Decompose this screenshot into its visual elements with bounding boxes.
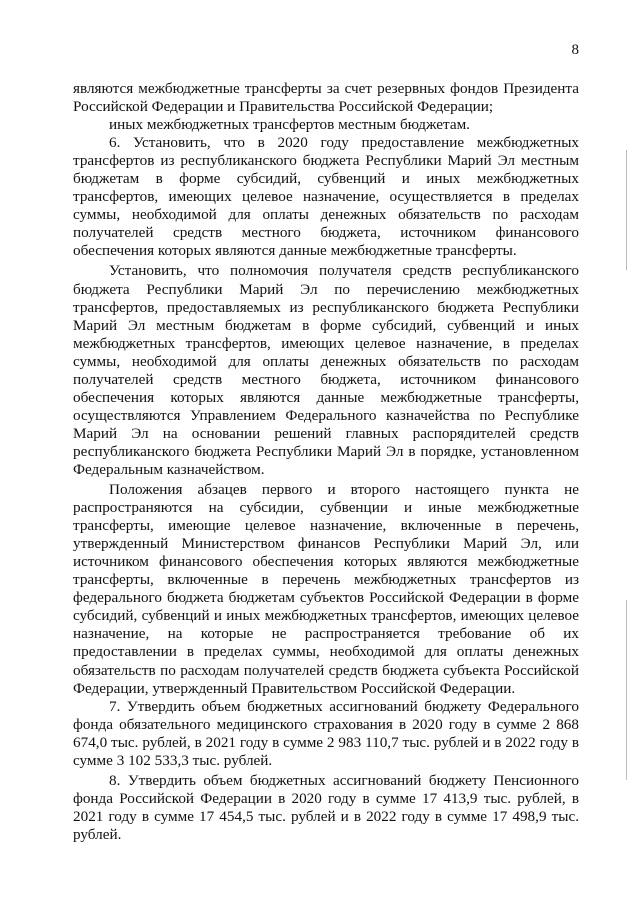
paragraph-1: являются межбюджетные трансферты за счет резервных фондов Президента Российской Федерации и Правительства Российской Федерации; (73, 80, 579, 116)
paragraph-3: 6. Установить, что в 2020 году предоставление межбюджетных трансфертов из республиканского бюджета Республики Марий Эл местным бюджетам в форме субсидий, субвенций и иных межбюджетных трансфертов, имеющих целевое назначение, осуществляется в пределах суммы, необходимой для оплаты денежных обязательств по расходам получателей средств местного бюджета, источником финансового обеспечения которых являются данные межбюджетные трансферты. (73, 134, 579, 260)
scan-edge-line (626, 150, 627, 270)
paragraph-6: 7. Утвердить объем бюджетных ассигнований бюджету Федерального фонда обязательного медицинского страхования в 2020 году в сумме 2 868 674,0 тыс. рублей, в 2021 году в сумме 2 983 110,7 тыс. рублей и в 2022 году в сумме 3 102 533,3 тыс. рублей. (73, 697, 579, 769)
page-number: 8 (571, 42, 579, 58)
scan-edge-line (626, 600, 627, 780)
paragraph-7: 8. Утвердить объем бюджетных ассигнований бюджету Пенсионного фонда Российской Федерации в 2020 году в сумме 17 413,9 тыс. рублей, в 2021 году в сумме 17 454,5 тыс. рублей и в 2022 году в сумме 17 498,9 тыс. рублей. (73, 771, 579, 843)
document-body (73, 80, 579, 844)
paragraph-4: Установить, что полномочия получателя средств республиканского бюджета Республики Марий Эл по перечислению межбюджетных трансфертов, предоставляемых из республиканского бюджета Республики Марий Эл местным бюджетам в форме субсидий, субвенций и иных межбюджетных трансфертов, имеющих целевое назначение, в пределах суммы, необходимой для оплаты денежных обязательств по расходам получателей средств местного бюджета, источником финансового обеспечения которых являются данные межбюджетные трансферты, осуществляются Управлением Федерального казначейства по Республике Марий Эл на основании решений главных распорядителей средств республиканского бюджета Республики Марий Эл в порядке, установленном Федеральным казначейством. (73, 262, 579, 478)
paragraph-5: Положения абзацев первого и второго настоящего пункта не распространяются на субсидии, субвенции и иные межбюджетные трансферты, имеющие целевое назначение, включенные в перечень, утвержденный Министерством финансов Республики Марий Эл, или источником финансового обеспечения которых являются межбюджетные трансферты, включенные в перечень межбюджетных трансфертов из федерального бюджета бюджетам субъектов Российской Федерации в форме субсидий, субвенций и иных межбюджетных трансфертов, имеющих целевое назначение, на которые не распространяется требование об их предоставлении в пределах суммы, необходимой для оплаты денежных обязательств по расходам получателей средств бюджета субъекта Российской Федерации, утвержденный Правительством Российской Федерации. (73, 481, 579, 697)
paragraph-2: иных межбюджетных трансфертов местным бюджетам. (109, 116, 470, 134)
